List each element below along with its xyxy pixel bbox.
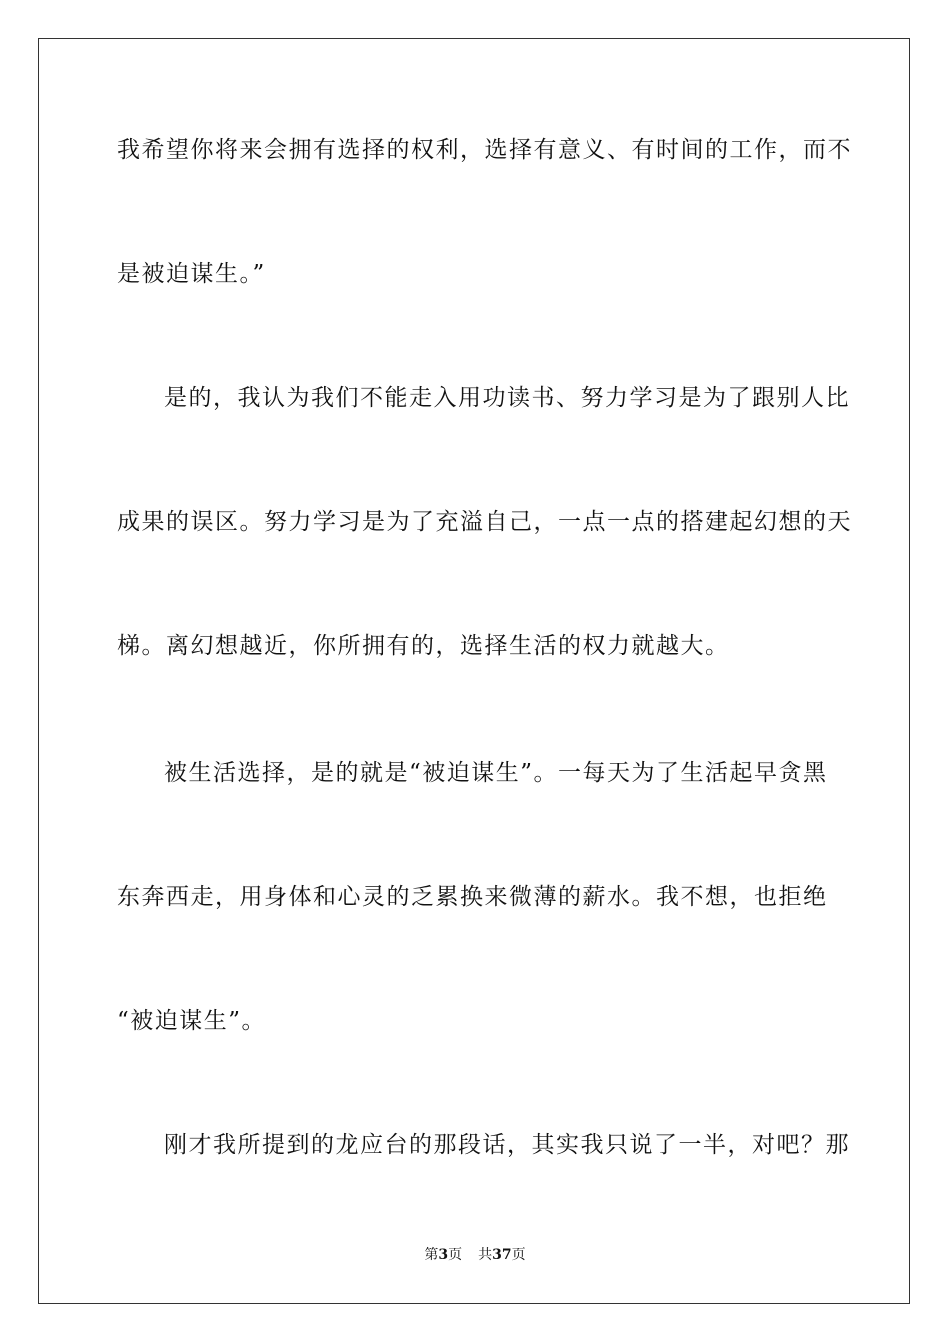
page-footer <box>0 1246 950 1264</box>
page-prefix: 第 <box>424 1247 439 1263</box>
total-suffix: 页 <box>511 1247 526 1263</box>
total-prefix: 共 <box>478 1247 493 1263</box>
paragraph-line: 东奔西走，用身体和心灵的乏累换来微薄的薪水。我不想，也拒绝 <box>117 884 828 910</box>
paragraph-line: 成果的误区。努力学习是为了充溢自己，一点一点的搭建起幻想的天 <box>117 509 852 535</box>
paragraph-line: 梯。离幻想越近，你所拥有的，选择生活的权力就越大。 <box>117 633 730 659</box>
paragraph-line: 是的，我认为我们不能走入用功读书、努力学习是为了跟别人比 <box>164 385 850 411</box>
paragraph-line: 刚才我所提到的龙应台的那段话，其实我只说了一半，对吧？那 <box>164 1132 850 1158</box>
page-number: 3 <box>438 1247 449 1263</box>
paragraph-line: 我希望你将来会拥有选择的权利，选择有意义、有时间的工作，而不 <box>117 137 852 163</box>
page-suffix: 页 <box>448 1247 463 1263</box>
total-pages: 37 <box>492 1247 512 1263</box>
paragraph-line: 是被迫谋生。” <box>117 261 266 287</box>
paragraph-line: “被迫谋生”。 <box>117 1008 267 1034</box>
paragraph-line: 被生活选择，是的就是“被迫谋生”。一每天为了生活起早贪黑 <box>164 760 828 786</box>
page-frame <box>38 38 910 1304</box>
